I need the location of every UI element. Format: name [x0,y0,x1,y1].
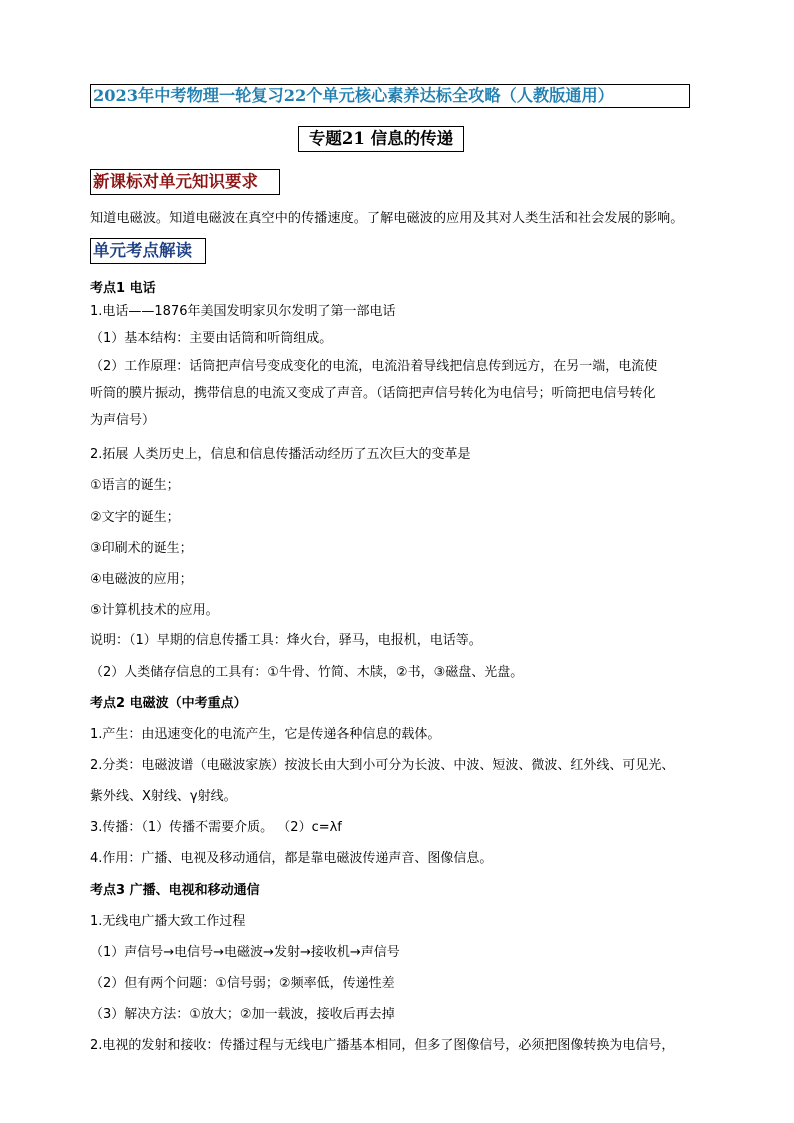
keypoint-2-line: 1.产生：由迅速变化的电流产生，它是传递各种信息的载体。 [90,727,441,742]
keypoint-1-line: ①语言的诞生； [90,478,180,493]
keypoint-3-line: 1.无线电广播大致工作过程 [90,914,246,929]
keypoint-1-title: 考点1 电话 [90,281,156,296]
keypoint-2-line: 3.传播：（1）传播不需要介质。 （2）c=λf [90,820,342,835]
keypoint-2-line: 2.分类：电磁波谱（电磁波家族）按波长由大到小可分为长波、中波、短波、微波、红外线、可见光、 [90,758,675,773]
keypoint-1-line: 2.拓展 人类历史上，信息和信息传播活动经历了五次巨大的变革是 [90,447,471,462]
keypoint-3-line: （1）声信号→电信号→电磁波→发射→接收机→声信号 [90,945,400,960]
section-heading-curriculum: 新课标对单元知识要求 [90,169,280,195]
document-title: 2023年中考物理一轮复习22个单元核心素养达标全攻略（人教版通用） [90,84,690,108]
keypoint-2-title: 考点2 电磁波（中考重点） [90,696,247,711]
keypoint-1-line: （2）工作原理：话筒把声信号变成变化的电流，电流沿着导线把信息传到远方，在另一端，电流使 [90,359,658,374]
section-heading-keypoints: 单元考点解读 [90,238,206,264]
keypoint-1-line: （2）人类储存信息的工具有：①牛骨、竹简、木牍，②书，③磁盘、光盘。 [90,665,524,680]
keypoint-3-line: （3）解决方法：①放大；②加一载波，接收后再去掉 [90,1007,395,1022]
curriculum-text: 知道电磁波。知道电磁波在真空中的传播速度。了解电磁波的应用及其对人类生活和社会发展的影响。 [90,211,684,226]
keypoint-1-line: （1）基本结构：主要由话筒和听筒组成。 [90,331,333,346]
keypoint-1-line: 听筒的膜片振动，携带信息的电流又变成了声音。（话筒把声信号转化为电信号；听筒把电信号转化 [90,386,656,401]
keypoint-3-line: （2）但有两个问题：①信号弱；②频率低，传递性差 [90,976,395,991]
keypoint-3-title: 考点3 广播、电视和移动通信 [90,883,260,898]
keypoint-1-line: 1.电话——1876年美国发明家贝尔发明了第一部电话 [90,304,396,319]
keypoint-1-line: ⑤计算机技术的应用。 [90,603,219,618]
keypoint-1-line: ③印刷术的诞生； [90,541,193,556]
keypoint-2-line: 4.作用：广播、电视及移动通信，都是靠电磁波传递声音、图像信息。 [90,851,493,866]
keypoint-1-line: ④电磁波的应用； [90,572,193,587]
topic-title: 专题21 信息的传递 [298,126,464,152]
keypoint-1-line: ②文字的诞生； [90,510,180,525]
keypoint-2-line: 紫外线、X射线、γ射线。 [90,789,237,804]
keypoint-1-line: 为声信号） [90,413,156,428]
keypoint-3-line: 2.电视的发射和接收：传播过程与无线电广播基本相同，但多了图像信号，必须把图像转换为电信号， [90,1038,675,1053]
keypoint-1-line: 说明：（1）早期的信息传播工具：烽火台，驿马，电报机，电话等。 [90,633,482,648]
